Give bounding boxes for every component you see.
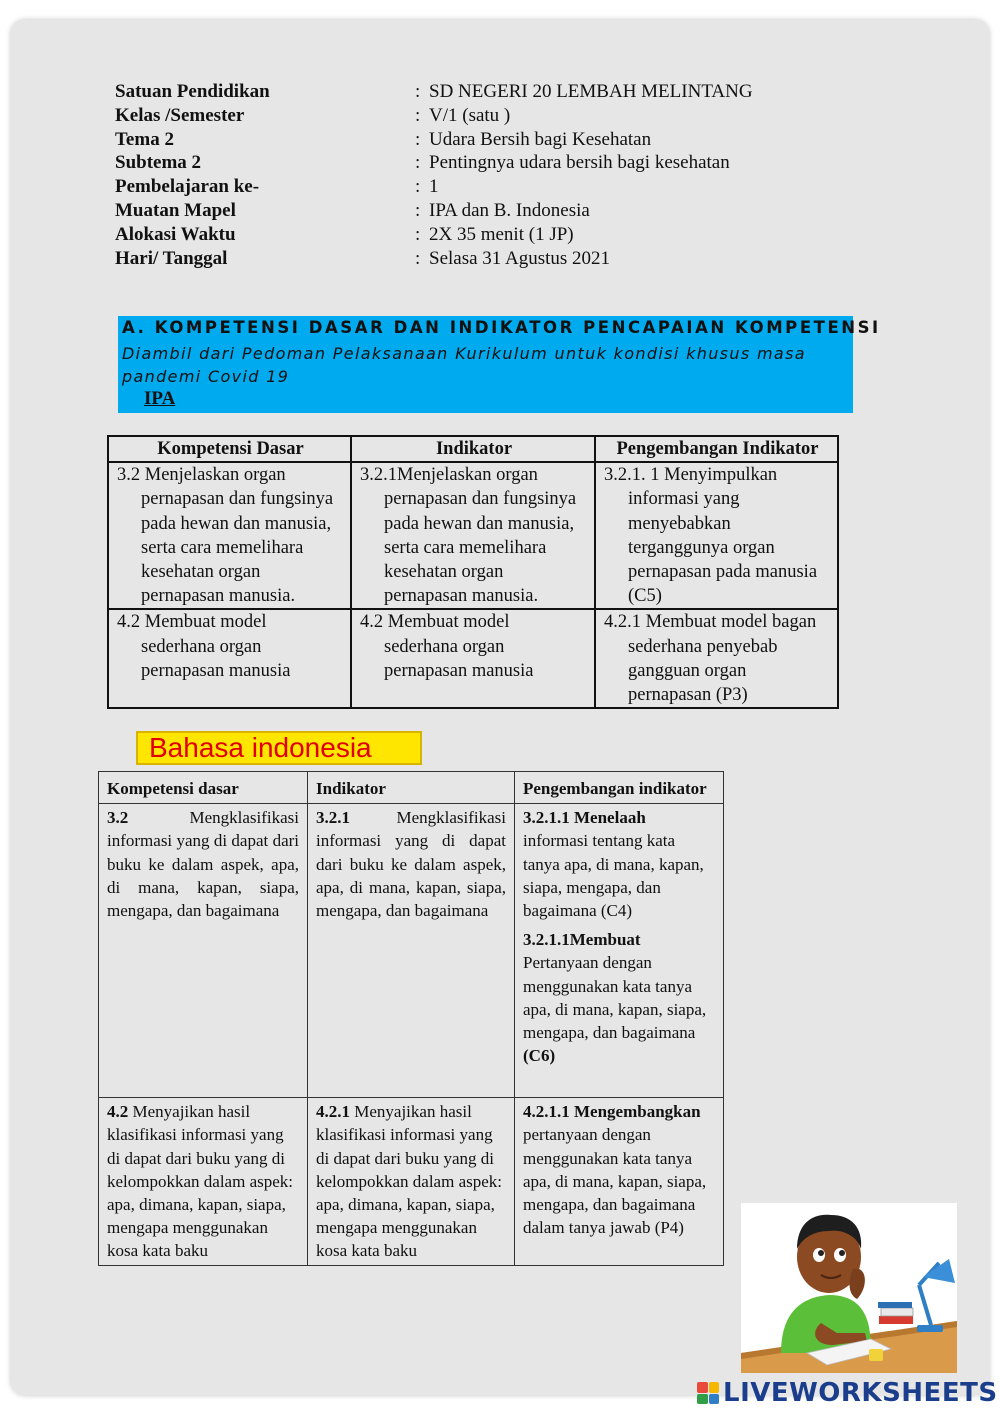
table-row xyxy=(99,1098,724,1265)
bahasa-indonesia-text: Bahasa indonesia xyxy=(149,732,372,763)
development-heading: 3.2.1.1 Menelaah xyxy=(523,808,646,828)
development-heading: 3.2.1.1Membuat xyxy=(523,930,641,950)
table-cell xyxy=(515,804,724,1098)
info-value: Pentingnya udara bersih bagi kesehatan xyxy=(429,152,730,174)
section-a-title: A. KOMPETENSI DASAR DAN INDIKATOR PENCAPAIAN KOMPETENSI xyxy=(122,318,881,337)
info-value: IPA dan B. Indonesia xyxy=(429,199,590,221)
student-illustration xyxy=(741,1203,957,1373)
info-row xyxy=(115,175,753,199)
section-a-subtitle: Diambil dari Pedoman Pelaksanaan Kurikulum untuk kondisi khusus masa pandemi Covid 19 xyxy=(122,344,806,386)
info-value: V/1 (satu ) xyxy=(429,104,511,126)
cell-text: 3.2 Menjelaskan organ pernapasan dan fungsinya pada hewan dan manusia, serta cara memelihara kesehatan organ pernapasan manusia. xyxy=(117,465,334,607)
info-colon: : xyxy=(415,247,421,269)
column-header: Kompetensi dasar xyxy=(99,772,308,804)
bahasa-indonesia-label xyxy=(136,731,422,765)
column-header: Pengembangan indikator xyxy=(515,772,724,804)
development-text: Pertanyaan dengan menggunakan kata tanya apa, di mana, kapan, siapa, mengapa, dan bagaimana xyxy=(523,953,707,1043)
liveworksheets-logo-icon xyxy=(697,1382,719,1404)
table-cell xyxy=(108,609,351,708)
table-cell xyxy=(595,462,838,609)
info-row xyxy=(115,151,753,175)
info-label: Kelas /Semester xyxy=(115,104,245,126)
info-value: Selasa 31 Agustus 2021 xyxy=(429,247,611,269)
table-cell xyxy=(351,462,595,609)
info-colon: : xyxy=(415,104,421,126)
development-level: (C6) xyxy=(523,1046,556,1066)
column-header: Indikator xyxy=(351,436,595,462)
info-colon: : xyxy=(415,152,421,174)
bahasa-table xyxy=(98,771,724,1266)
kd-code: 4.2 xyxy=(107,1102,129,1122)
info-label: Alokasi Waktu xyxy=(115,223,236,245)
lesson-info xyxy=(115,80,753,270)
section-a-banner xyxy=(118,316,881,413)
column-header: Kompetensi Dasar xyxy=(108,436,351,462)
info-row xyxy=(115,223,753,247)
column-header: Pengembangan Indikator xyxy=(595,436,838,462)
table-cell xyxy=(308,804,515,1098)
development-text: pertanyaan dengan menggunakan kata tanya apa, di mana, kapan, siapa, mengapa, dan bagaimana dalam tanya jawab (P4) xyxy=(523,1125,707,1238)
table-cell xyxy=(515,1098,724,1265)
info-row xyxy=(115,247,753,271)
cell-text: 4.2 Membuat model sederhana organ pernapasan manusia xyxy=(117,612,291,681)
table-cell xyxy=(595,609,838,708)
table-cell xyxy=(308,1098,515,1265)
cell-text: 3.2.1Menjelaskan organ pernapasan dan fungsinya pada hewan dan manusia, serta cara memelihara kesehatan organ pernapasan manusia. xyxy=(360,465,577,607)
kd-text: Mengklasifikasi informasi yang di dapat dari buku ke dalam aspek, apa, di mana, kapan, siapa, mengapa, dan bagaimana xyxy=(107,808,299,921)
table-cell xyxy=(99,804,308,1098)
info-label: Muatan Mapel xyxy=(115,199,236,221)
info-colon: : xyxy=(415,128,421,150)
indicator-code: 4.2.1 xyxy=(316,1102,350,1122)
info-value: 2X 35 menit (1 JP) xyxy=(429,223,574,245)
info-row xyxy=(115,199,753,223)
cell-text: 3.2.1. 1 Menyimpulkan informasi yang menyebabkan terganggunya organ pernapasan pada manusia (C5) xyxy=(604,465,818,607)
indicator-code: 3.2.1 xyxy=(316,808,350,828)
info-value: SD NEGERI 20 LEMBAH MELINTANG xyxy=(429,81,753,102)
info-row xyxy=(115,128,753,152)
info-label: Pembelajaran ke- xyxy=(115,176,260,198)
table-row xyxy=(99,804,724,1098)
info-colon: : xyxy=(415,199,421,221)
info-label: Satuan Pendidikan xyxy=(115,81,270,102)
cell-text xyxy=(107,806,299,922)
table-cell xyxy=(108,462,351,609)
development-heading: 4.2.1.1 Mengembangkan xyxy=(523,1102,701,1122)
info-row xyxy=(115,80,753,104)
cell-text xyxy=(316,1100,506,1262)
info-value: Udara Bersih bagi Kesehatan xyxy=(429,128,652,150)
cell-text: 4.2.1 Membuat model bagan sederhana penyebab gangguan organ pernapasan (P3) xyxy=(604,612,817,706)
kd-text: Menyajikan hasil klasifikasi informasi yang di dapat dari buku yang di kelompokkan dalam aspek: apa, dimana, kapan, siapa, mengapa menggunakan kosa kata baku xyxy=(107,1102,294,1261)
ipa-table xyxy=(107,435,839,709)
indicator-text: Mengklasifikasi informasi yang di dapat dari buku ke dalam aspek, apa, di mana, kapan, siapa, mengapa, dan bagaimana xyxy=(316,808,506,921)
table-cell xyxy=(99,1098,308,1265)
cell-text: 4.2 Membuat model sederhana organ pernapasan manusia xyxy=(360,612,534,681)
liveworksheets-wordmark: LIVEWORKSHEETS xyxy=(723,1378,998,1408)
info-colon: : xyxy=(415,176,421,198)
table-header-row xyxy=(108,436,838,462)
info-label: Hari/ Tanggal xyxy=(115,247,228,269)
table-header-row xyxy=(99,772,724,804)
info-row xyxy=(115,104,753,128)
info-label: Subtema 2 xyxy=(115,152,202,174)
cell-text xyxy=(107,1100,299,1262)
kd-code: 3.2 xyxy=(107,808,129,828)
development-text: informasi tentang kata tanya apa, di mana, kapan, siapa, mengapa, dan bagaimana (C4) xyxy=(523,831,704,921)
table-cell xyxy=(351,609,595,708)
column-header: Indikator xyxy=(308,772,515,804)
info-colon: : xyxy=(415,223,421,245)
table-row xyxy=(108,462,838,609)
liveworksheets-logo xyxy=(697,1378,998,1408)
info-colon: : xyxy=(415,81,421,102)
table-row xyxy=(108,609,838,708)
info-value: 1 xyxy=(429,176,439,198)
indicator-text: Menyajikan hasil klasifikasi informasi yang di dapat dari buku yang di kelompokkan dalam aspek: apa, dimana, kapan, siapa, mengapa menggunakan kosa kata baku xyxy=(316,1102,503,1261)
cell-text xyxy=(316,806,506,922)
ipa-label: IPA xyxy=(144,388,176,409)
info-label: Tema 2 xyxy=(115,128,174,150)
